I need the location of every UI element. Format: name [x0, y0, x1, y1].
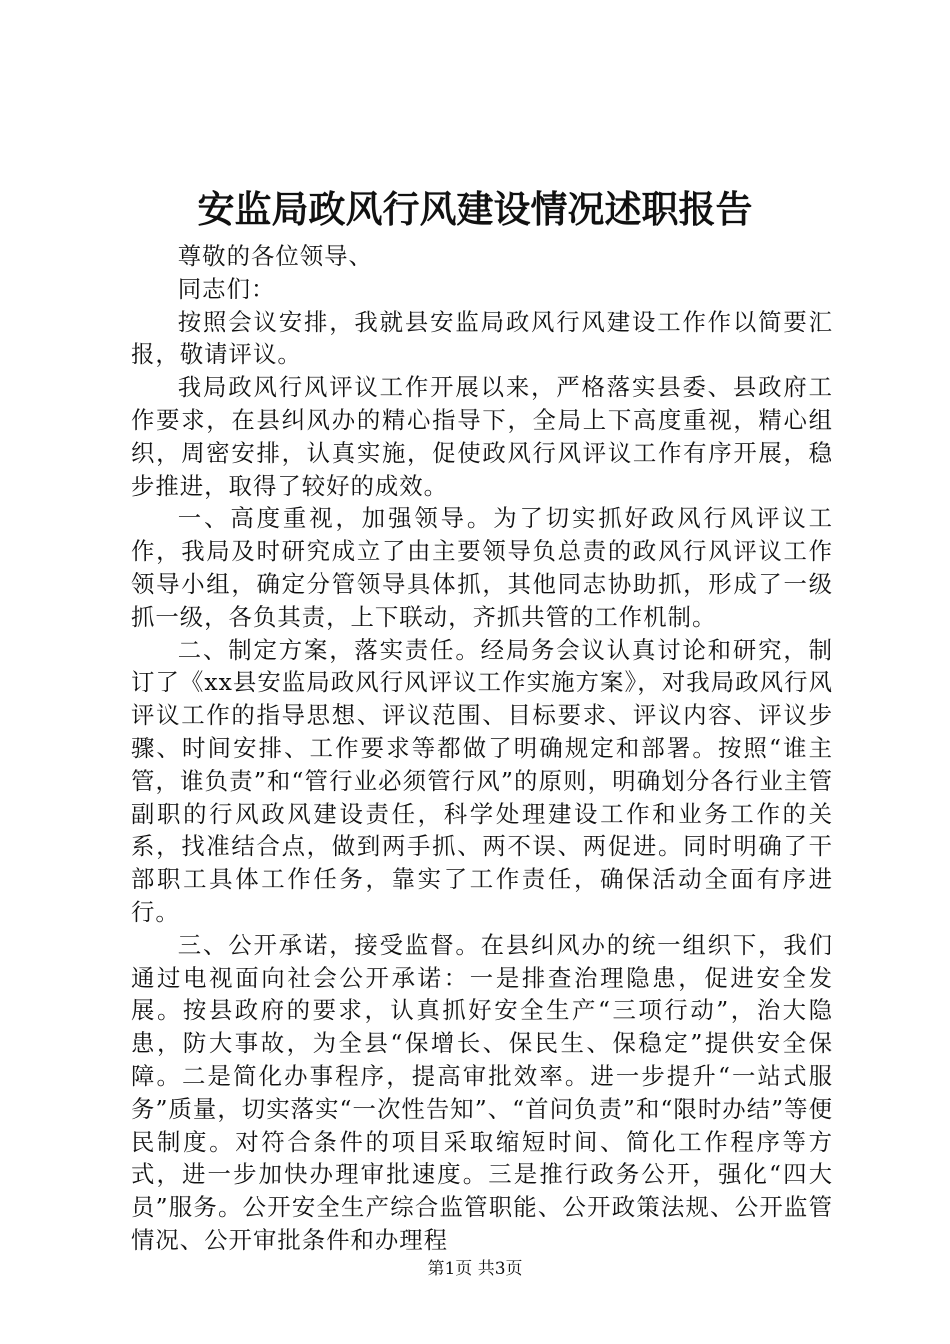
- paragraph-section-1: 一、高度重视，加强领导。为了切实抓好政风行风评议工作，我局及时研究成立了由主要领导负总责的政风行风评议工作领导小组，确定分管领导具体抓，其他同志协助抓，形成了一级抓一级，各负其责，上下联动，齐抓共管的工作机制。: [131, 504, 833, 631]
- document-title: 安监局政风行风建设情况述职报告: [197, 187, 753, 231]
- salutation-line-2: 同志们：: [177, 274, 276, 303]
- paragraph-intro: 按照会议安排，我就县安监局政风行风建设工作作以简要汇报，敬请评议。: [131, 307, 833, 369]
- salutation-line-1: 尊敬的各位领导、: [177, 242, 373, 270]
- document-body: [131, 240, 833, 1257]
- page-number-footer: 第1页 共3页: [427, 1259, 523, 1279]
- paragraph-section-3: 三、公开承诺，接受监督。在县纠风办的统一组织下，我们通过电视面向社会公开承诺：一是排查治理隐患，促进安全发展。按县政府的要求，认真抓好安全生产“三项行动”，治大隐患，防大事故，为全县“保增长、保民生、保稳定”提供安全保障。二是简化办事程序，提高审批效率。进一步提升“一站式服务”质量，切实落实“一次性告知”、“首问负责”和“限时办结”等便民制度。对符合条件的项目采取缩短时间、简化工作程序等方式，进一步加快办理审批速度。三是推行政务公开，强化“四大员”服务。公开安全生产综合监管职能、公开政策法规、公开监管情况、公开审批条件和办理程: [131, 930, 833, 1254]
- paragraph-overview: 我局政风行风评议工作开展以来，严格落实县委、县政府工作要求，在县纠风办的精心指导下，全局上下高度重视，精心组织，周密安排，认真实施，促使政风行风评议工作有序开展，稳步推进，取得了较好的成效。: [131, 373, 833, 500]
- paragraph-section-2: 二、制定方案，落实责任。经局务会议认真讨论和研究，制订了《xx县安监局政风行风评议工作实施方案》，对我局政风行风评议工作的指导思想、评议范围、目标要求、评议内容、评议步骤、时间安排、工作要求等都做了明确规定和部署。按照“谁主管，谁负责”和“管行业必须管行风”的原则，明确划分各行业主管副职的行风政风建设责任，科学处理建设工作和业务工作的关系，找准结合点，做到两手抓、两不误、两促进。同时明确了干部职工具体工作任务，靠实了工作责任，确保活动全面有序进行。: [131, 635, 833, 926]
